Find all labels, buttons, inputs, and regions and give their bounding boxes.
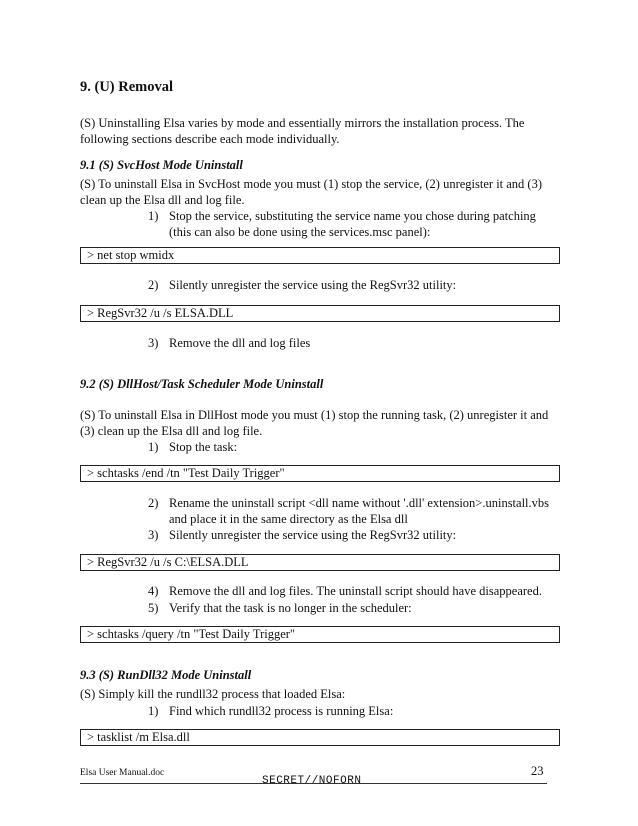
subsection-heading-rundll: 9.3 (S) RunDll32 Mode Uninstall [80, 668, 252, 682]
section-heading: 9. (U) Removal [80, 79, 174, 95]
step-text: Remove the dll and log files. The uninstall script should have disappeared. [169, 584, 542, 598]
command-box: > net stop wmidx [80, 247, 560, 264]
dllhost-intro: (S) To uninstall Elsa in DllHost mode you must (1) stop the running task, (2) unregister it and (3) clean up the Elsa dll and log file. [80, 408, 549, 438]
footer-classification: SECRET//NOFORN [262, 775, 362, 787]
command-box: > RegSvr32 /u /s C:\ELSA.DLL [80, 554, 560, 571]
svchost-intro: (S) To uninstall Elsa in SvcHost mode you must (1) stop the service, (2) unregister it and (3) clean up the Elsa dll and log file. [80, 177, 543, 207]
rundll-intro: (S) Simply kill the rundll32 process that loaded Elsa: [80, 687, 346, 701]
step-number: 1) [148, 440, 159, 454]
subsection-heading-dllhost: 9.2 (S) DllHost/Task Scheduler Mode Uninstall [80, 377, 324, 391]
step-text: Stop the service, substituting the service name you chose during patching (this can also be done using the services.msc panel): [169, 209, 536, 239]
step-number: 3) [148, 336, 159, 350]
step-number: 1) [148, 704, 159, 718]
step-text: Remove the dll and log files [169, 336, 311, 350]
step-number: 2) [148, 278, 159, 292]
footer-document-name: Elsa User Manual.doc [80, 768, 165, 778]
step-text: Rename the uninstall script <dll name without '.dll' extension>.uninstall.vbs and place it in the same directory as the Elsa dll [169, 496, 550, 526]
step-text: Verify that the task is no longer in the scheduler: [169, 601, 412, 615]
step-text: Find which rundll32 process is running Elsa: [169, 704, 394, 718]
command-box: > schtasks /end /tn "Test Daily Trigger" [80, 465, 560, 482]
footer-rule [80, 783, 547, 784]
section-intro: (S) Uninstalling Elsa varies by mode and essentially mirrors the installation process. The following sections describe each mode individually. [80, 116, 525, 146]
command-box: > RegSvr32 /u /s ELSA.DLL [80, 305, 560, 322]
command-box: > schtasks /query /tn "Test Daily Trigger" [80, 626, 560, 643]
footer-page-number: 23 [531, 764, 544, 778]
step-number: 2) [148, 496, 159, 510]
step-number: 4) [148, 584, 159, 598]
step-number: 1) [148, 209, 159, 223]
step-text: Stop the task: [169, 440, 238, 454]
step-number: 5) [148, 601, 159, 615]
subsection-heading-svchost: 9.1 (S) SvcHost Mode Uninstall [80, 158, 243, 172]
step-text: Silently unregister the service using the RegSvr32 utility: [169, 278, 457, 292]
step-text: Silently unregister the service using the RegSvr32 utility: [169, 528, 457, 542]
command-box: > tasklist /m Elsa.dll [80, 729, 560, 746]
step-number: 3) [148, 528, 159, 542]
